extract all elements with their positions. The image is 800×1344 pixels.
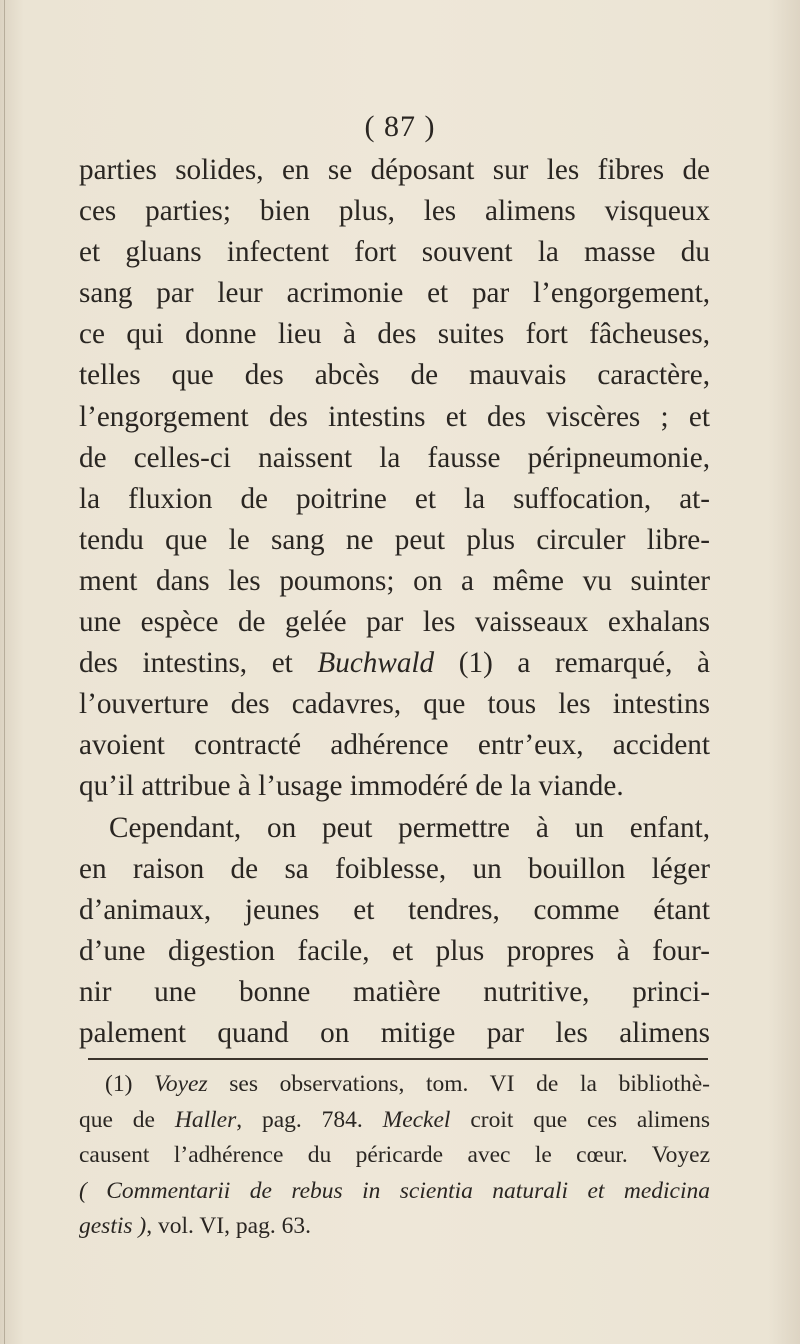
footnote-text: , vol. VI, pag. 63. [146, 1213, 311, 1239]
footnote-line [79, 1209, 710, 1245]
text-line: sang par leur acrimonie et par l’engorgement, [79, 277, 710, 310]
footnote-rule [88, 1058, 708, 1060]
text-line: palement quand on mitige par les alimens [79, 1016, 710, 1049]
footnote-line [79, 1067, 710, 1103]
page-edge-line [4, 0, 5, 1344]
body-text [79, 150, 710, 1054]
page-number: ( 87 ) [364, 110, 436, 143]
text-line: en raison de sa foiblesse, un bouillon léger [79, 852, 710, 885]
text-line [79, 643, 710, 684]
footnote-meckel: Meckel [382, 1106, 451, 1133]
footnote [79, 1067, 710, 1245]
footnote-text: ses observations, tom. VI de la bibliothè- [229, 1071, 710, 1097]
footnote-line: causent l’adhérence du péricarde avec le cœur. Voyez [79, 1142, 710, 1168]
footnote-line [79, 1174, 710, 1210]
footnote-voyez: Voyez [154, 1071, 208, 1097]
text-line: d’animaux, jeunes et tendres, comme étant [79, 893, 710, 926]
text-line: de celles-ci naissent la fausse péripneumonie, [79, 441, 710, 474]
text-line: avoient contracté adhérence entr’eux, accident [79, 729, 710, 762]
text-line: telles que des abcès de mauvais caractère, [79, 359, 710, 392]
paragraph-start: Cependant, on peut permettre à un enfant, [109, 811, 710, 844]
text-line: tendu que le sang ne peut plus circuler libre- [79, 523, 710, 556]
text-line: d’une digestion facile, et plus propres à four- [79, 934, 710, 967]
text-segment: des intestins, et [79, 647, 293, 680]
text-line: ce qui donne lieu à des suites fort fâcheuses, [79, 318, 710, 351]
footnote-marker: (1) [105, 1071, 133, 1097]
footnote-commentarii: ( Commentarii de rebus in scientia naturali et medicina [79, 1177, 710, 1204]
text-line: l’engorgement des intestins et des viscères ; et [79, 400, 710, 433]
text-line: parties solides, en se déposant sur les fibres de [79, 154, 710, 186]
text-line: ment dans les poumons; on a même vu suinter [79, 564, 710, 597]
text-line: une espèce de gelée par les vaisseaux exhalans [79, 606, 710, 639]
footnote-text: que de [79, 1106, 155, 1133]
footnote-text: croit que ces alimens [470, 1106, 711, 1133]
footnote-gestis: gestis ) [79, 1213, 147, 1239]
author-name: Buchwald [317, 647, 435, 680]
text-line: nir une bonne matière nutritive, princi- [79, 975, 710, 1008]
footnote-text: , pag. 784. [236, 1106, 363, 1133]
text-segment: (1) a remarqué, à [458, 647, 710, 680]
footnote-line [79, 1103, 710, 1139]
text-line: la fluxion de poitrine et la suffocation, at- [79, 482, 710, 515]
footnote-haller: Haller [174, 1106, 237, 1133]
text-line: ces parties; bien plus, les alimens visqueux [79, 195, 710, 228]
text-line: qu’il attribue à l’usage immodéré de la viande. [79, 770, 624, 803]
text-line: l’ouverture des cadavres, que tous les intestins [79, 688, 710, 721]
text-line: et gluans infectent fort souvent la masse du [79, 236, 710, 269]
